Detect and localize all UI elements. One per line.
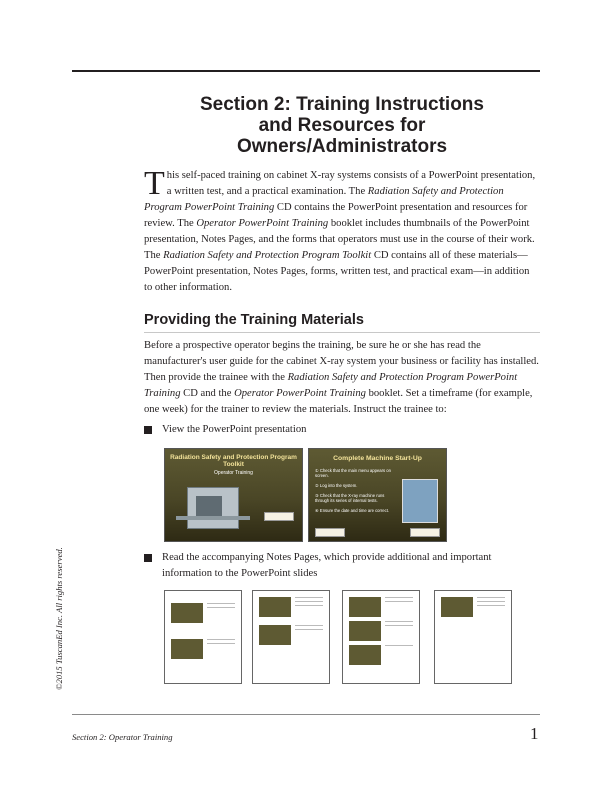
title-line-3: Owners/Administrators [236,136,448,157]
title-line-2: and Resources for [258,115,426,136]
drop-cap: T [144,165,165,202]
title-line-1: Section 2: Training Instructions [200,94,484,115]
top-rule [72,70,540,72]
control-screen-icon [402,479,438,523]
startup-steps-list: ① Check that the main menu appears on screen. ② Log into the system. ③ Check that the X-ray machine runs through its series of internal tests. ④ Ensure the date and time are correct. [315,468,391,513]
slide-thumbnail-startup: Complete Machine Start-Up ① Check that the main menu appears on screen. ② Log into the system. ③ Check that the X-ray machine runs through its series of internal tests. ④ Ensure the date and time are correct. [308,448,447,542]
copyright-notice: ©2015 TuscanEd Inc. All rights reserved. [54,547,64,690]
logo-icon [410,528,440,537]
bullet-item-view-presentation: View the PowerPoint presentation [144,422,540,438]
logo-icon [315,528,345,537]
page-title [144,94,540,157]
footer-rule [72,714,540,715]
page-number: 1 [530,724,539,743]
intro-paragraph: This self-paced training on cabinet X-ray systems consists of a PowerPoint presentation, a written test, and a practical examination. The Radiation Safety and Protection Program PowerPoint Training CD contains the PowerPoint presentation and resources for review. The Operator PowerPoint Training booklet includes thumbnails of the PowerPoint presentation, Notes Pages, and the forms that operators must use in the course of their work. The Radiation Safety and Protection Program Toolkit CD contains all of these materials—PowerPoint presentation, Notes Pages, forms, written test, and practical exam—in addition to other information. [144,165,536,293]
notes-page-thumbnail [342,590,420,684]
instructions-paragraph: Before a prospective operator begins the training, be sure he or she has read the manufacturer's user guide for the cabinet X-ray system your business or facility has installed. Then provide the trainee with the Radiation Safety and Protection Program PowerPoint Training CD and the Operator PowerPoint Training booklet. Set a timeframe (for example, one week) for the trainer to review the materials. Instruct the trainee to: [144,340,539,415]
square-bullet-icon [144,426,152,434]
section-subheading: Providing the Training Materials [144,312,540,333]
notes-page-thumbnail [252,590,330,684]
square-bullet-icon [144,554,152,562]
slide-thumbnail-title: Radiation Safety and Protection Program Toolkit Operator Training [164,448,303,542]
notes-page-thumbnail [434,590,512,684]
xray-cabinet-icon [187,487,239,529]
bullet-item-read-notes: Read the accompanying Notes Pages, which provide additional and important information to the PowerPoint slides [144,550,540,582]
logo-icon [264,512,294,521]
footer-section-label: Section 2: Operator Training [72,732,173,742]
notes-page-thumbnail [164,590,242,684]
